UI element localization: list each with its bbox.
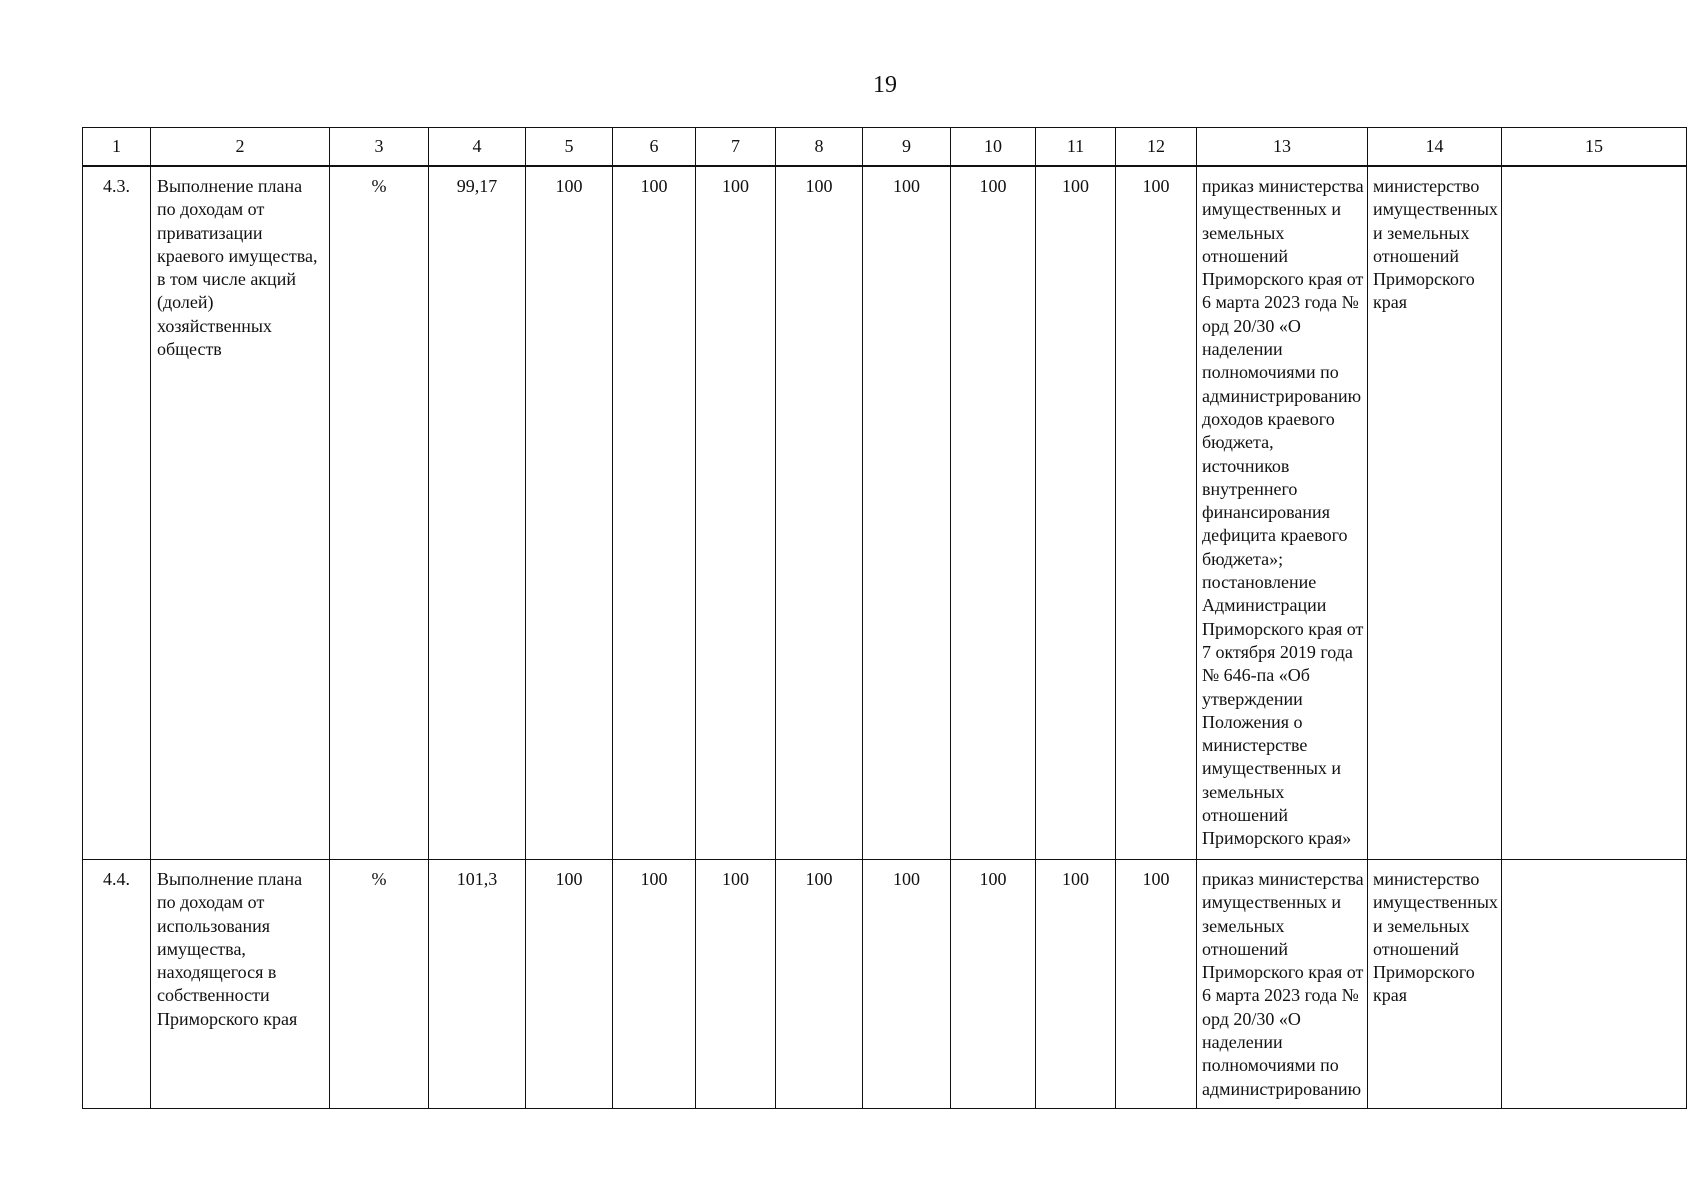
- value-cell: 100: [863, 166, 951, 860]
- base-value-cell: 99,17: [429, 166, 526, 860]
- value-cell: 100: [696, 860, 776, 1109]
- document-reference: приказ министерства имущественных и земельных отношений Приморского края от 6 марта 2023 года № орд 20/30 «О наделении полномочиями по администрированию доходов краевого бюджета, источников внутреннего финансирования дефицита краевого бюджета»; постановление Администрации Приморского края от 7 октября 2019 года № 646-па «Об утверждении Положения о министерстве имущественных и земельных отношений Приморского края»: [1197, 166, 1368, 860]
- indicator-name: Выполнение плана по доходам от приватизации краевого имущества, в том числе акций (долей) хозяйственных обществ: [151, 166, 330, 860]
- value-cell: 100: [776, 166, 863, 860]
- responsible-body: министерство имущественных и земельных отношений Приморского края: [1368, 166, 1502, 860]
- row-index: 4.3.: [83, 166, 151, 860]
- column-header: 11: [1036, 128, 1116, 167]
- document-reference: приказ министерства имущественных и земельных отношений Приморского края от 6 марта 2023 года № орд 20/30 «О наделении полномочиями по администрированию: [1197, 860, 1368, 1109]
- table-row: [83, 166, 1687, 860]
- base-value-cell: 101,3: [429, 860, 526, 1109]
- header-row: [83, 128, 1687, 167]
- unit-cell: %: [330, 166, 429, 860]
- table-row: [83, 860, 1687, 1109]
- row-index: 4.4.: [83, 860, 151, 1109]
- responsible-body: министерство имущественных и земельных отношений Приморского края: [1368, 860, 1502, 1109]
- note-cell: [1502, 860, 1687, 1109]
- column-header: 9: [863, 128, 951, 167]
- column-header: 7: [696, 128, 776, 167]
- value-cell: 100: [526, 166, 613, 860]
- column-header: 8: [776, 128, 863, 167]
- value-cell: 100: [1036, 166, 1116, 860]
- value-cell: 100: [613, 860, 696, 1109]
- value-cell: 100: [1036, 860, 1116, 1109]
- column-header: 4: [429, 128, 526, 167]
- column-header: 1: [83, 128, 151, 167]
- page-number: 19: [873, 72, 897, 98]
- column-header: 15: [1502, 128, 1687, 167]
- value-cell: 100: [526, 860, 613, 1109]
- value-cell: 100: [613, 166, 696, 860]
- value-cell: 100: [1116, 860, 1197, 1109]
- column-header: 14: [1368, 128, 1502, 167]
- data-table: [82, 127, 1687, 1109]
- value-cell: 100: [951, 860, 1036, 1109]
- column-header: 5: [526, 128, 613, 167]
- column-header: 10: [951, 128, 1036, 167]
- value-cell: 100: [776, 860, 863, 1109]
- column-header: 2: [151, 128, 330, 167]
- value-cell: 100: [1116, 166, 1197, 860]
- value-cell: 100: [951, 166, 1036, 860]
- unit-cell: %: [330, 860, 429, 1109]
- column-header: 3: [330, 128, 429, 167]
- value-cell: 100: [863, 860, 951, 1109]
- column-header: 6: [613, 128, 696, 167]
- value-cell: 100: [696, 166, 776, 860]
- column-header: 13: [1197, 128, 1368, 167]
- note-cell: [1502, 166, 1687, 860]
- column-header: 12: [1116, 128, 1197, 167]
- indicator-name: Выполнение плана по доходам от использования имущества, находящегося в собственности Приморского края: [151, 860, 330, 1109]
